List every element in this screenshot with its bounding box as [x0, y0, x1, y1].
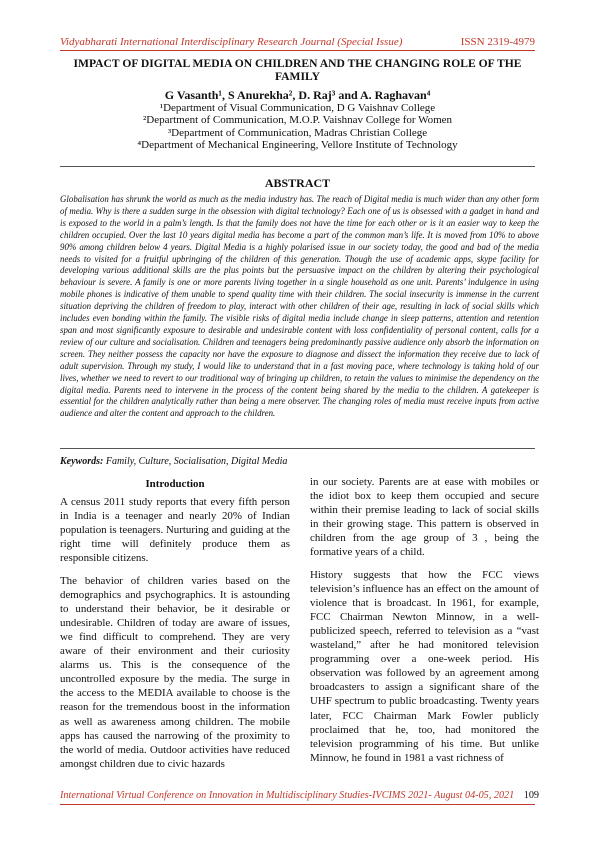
issn: ISSN 2319-4979 — [460, 36, 535, 48]
affiliation: ¹Department of Visual Communication, D G Vaishnav College — [159, 101, 436, 114]
conference-name: International Virtual Conference on Innovation in Multidisciplinary Studies-IVCIMS 2021- August 04-05, 2021 — [60, 790, 515, 801]
affiliation: ³Department of Communication, Madras Christian College — [167, 126, 428, 139]
keywords-list: Family, Culture, Socialisation, Digital Media — [103, 456, 288, 467]
right-column — [310, 475, 539, 773]
journal-name: Vidyabharati International Interdisciplinary Research Journal (Special Issue) — [60, 36, 403, 48]
running-footer — [60, 790, 539, 801]
paragraph: in our society. Parents are at ease with mobiles or the idiot box to keep them occupied and secure within their premise leading to lack of social skills in their growing stage. This pattern is observed in children from the age group of 3 , being the formative years of a child. — [310, 476, 539, 559]
keywords-label: Keywords: — [60, 456, 104, 467]
keywords — [60, 456, 287, 467]
paper-title: IMPACT OF DIGITAL MEDIA ON CHILDREN AND THE CHANGING ROLE OF THE FAMILY — [73, 57, 522, 83]
abstract-heading: ABSTRACT — [264, 176, 331, 190]
divider — [60, 166, 535, 167]
section-heading: Introduction — [145, 478, 205, 490]
divider — [60, 448, 535, 449]
footer-rule — [60, 804, 535, 805]
page-number: 109 — [523, 790, 539, 801]
running-header — [60, 36, 535, 48]
author-names: G Vasanth¹, S Anurekha², D. Raj³ and A. Raghavan⁴ — [164, 88, 431, 102]
affiliation: ⁴Department of Mechanical Engineering, Vellore Institute of Technology — [137, 139, 458, 151]
author-block — [60, 89, 535, 152]
header-rule — [60, 50, 535, 51]
affiliation: ²Department of Communication, M.O.P. Vaishnav College for Women — [142, 114, 453, 126]
abstract-text: Globalisation has shrunk the world as much as the media industry has. The reach of Digital media is much wider than any other form of media. Why is there a sudden surge in the obsession with digital technology? Each one of us is obsessed with a gadget in hand and is exposed to the world in a palm’s length. Is that the family does not have the time for each other or is it an easier way to keep the children occupied. Over the last 10 years digital media has become a part of the common man’s life. It is moved from 10% to above 90% among children below 4 years. Digital Media is a highly polarised issue in our society today, the good and bad of the media needs to visited for a fruitful upbringing of the children of this generation. Though the use of academic apps, skype facility for developing various additional skills are the plus points but the persuasive impact on the children by altering their psychological behaviour is severe. A family is one or more parents living together in a single household as one unit. Parents’ indulgence in using mobile phones is indicative of them unable to spend quality time with their children. The social insecurity is immense in the current situation depriving the children of freedom to play, interact with other children of their age, resulting in lack of social skills which includes even bonding within the family. The visible risks of digital media include change in sleep patterns, attention and retention span and most significantly exposure to desirable and undesirable content with loss confidentiality of personal content, calls for a review of our culture and socialisation. Children and teenagers being predominantly passive audience only absorb the information on screen. They neither possess the capacity nor have the exposure to diagnose and dissect the information they receive due to lack of adult supervision. Through my study, I would like to understand that in a fast moving pace, where technology is taking hold of our lives, whether we need to revert to our traditional way of bringing up children, to retain the values to minimise the dependency on the digital media. Parents need to intervene in the process of the content being shared by the media to the children. A gatekeeper is essential for the children analytically rather than being a mere observer. The changing roles of media must receive inputs from active audience and alter the content and approach to the children. — [60, 194, 539, 419]
paragraph: A census 2011 study reports that every fifth person in India is a teenager and nearly 20% of Indian population is teenagers. Nurturing and guiding at the right time will definitely produce them as responsible citizens. — [60, 496, 290, 565]
paragraph: History suggests that how the FCC views television’s influence has an effect on the amount of violence that is broadcast. In 1961, for example, FCC Chairman Newton Minnow, in a well-publicized speech, referred to television as a “vast wasteland,” after he had monitored television programming over a one-week period. His observation was followed by an agreement among broadcasters to assign a significant share of the UHF spectrum to public broadcasting. Twenty years later, FCC Chairman Mark Fowler publicly proclaimed that he, too, had monitored the television programming of his time. But unlike Minnow, he found in 1981 a vast richness of — [310, 568, 539, 764]
paragraph: The behavior of children varies based on the demographics and psychographics. It is astounding to understand their behavior, be it desirable or undesirable. Children of today are aware of issues, we find difficult to comprehend. They are very aware of their environment and their curiosity alarms us. This is the consequence of the uncontrolled exposure by the media. The surge in the access to the MEDIA available to choose is the reason for the tremendous boost in the information as well as awareness among children. The mobile apps has caused the narrowing of the proximity to the world of media. Outdoor activities have reduced amongst children due to civic hazards — [60, 574, 290, 770]
left-column — [60, 477, 290, 779]
